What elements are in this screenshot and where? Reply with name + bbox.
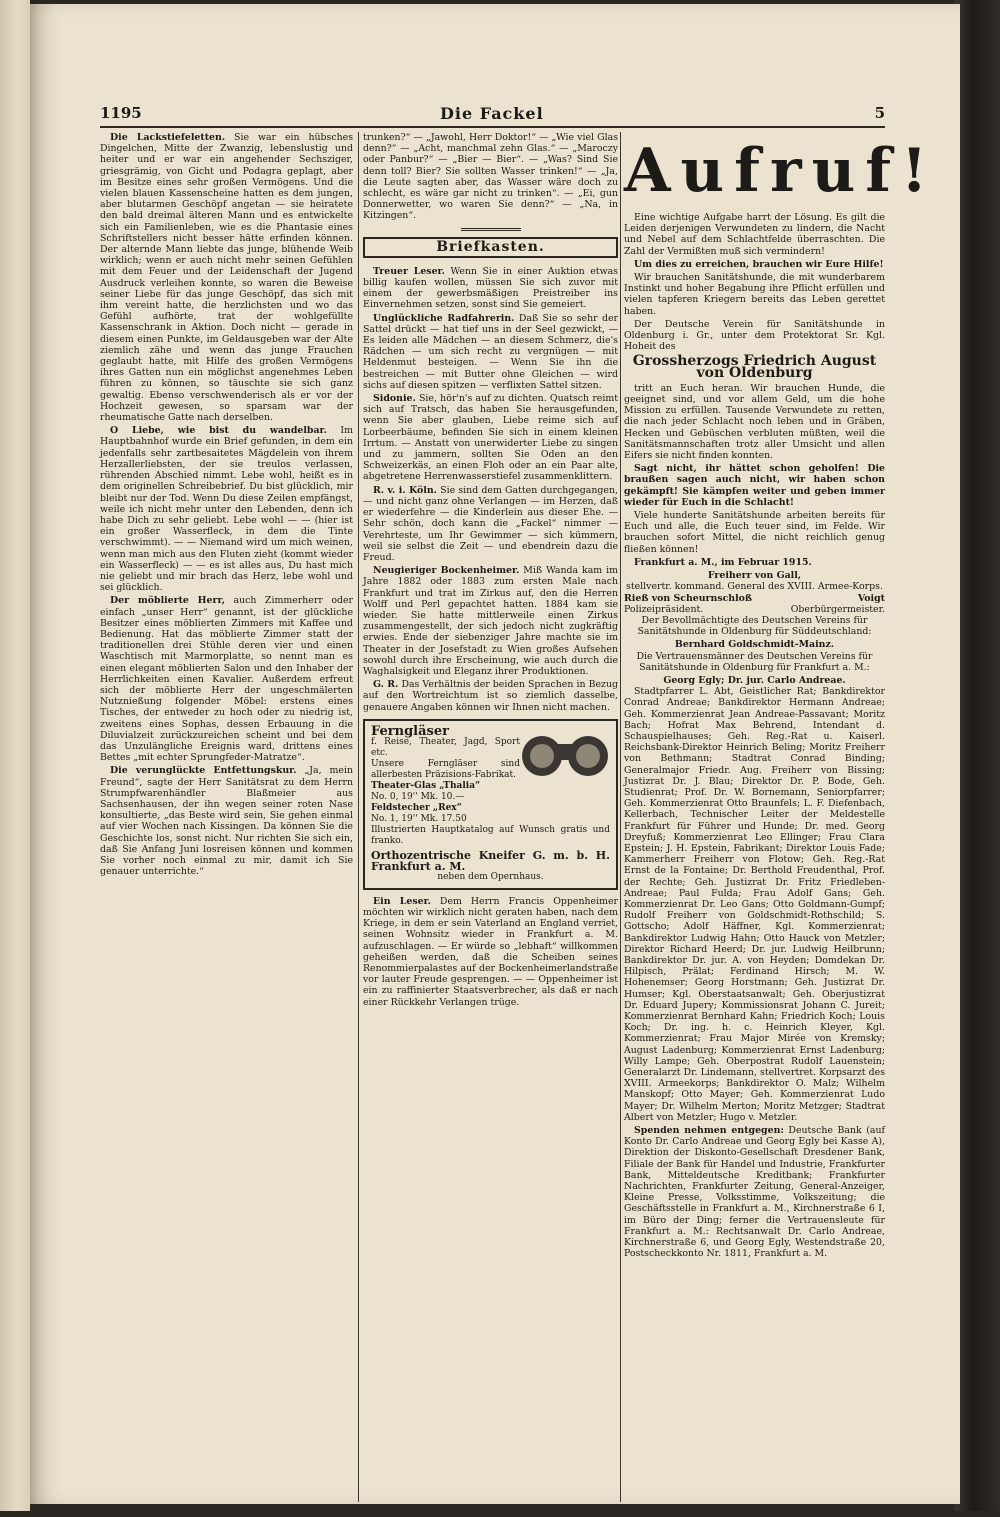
article-continued: trunken?“ — „Jawohl, Herr Doktor!“ — „Wie viel Glas denn?“ — „Acht, manchmal zehn Glas.“ — „Maroczy oder Panbur?“ — „Bier — Bier“. — „Was? Sind Sie denn toll? Bier? Sie sollten Wasser trinken!“ — „Ja, die Leute sagten aber, das Wasser wäre doch zu schlecht, es wäre gar nicht zu trinken“. — „Ei, gun Donnerwetter, wo waren Sie denn?“ — „Na, in Kitzingen“. bbox=[363, 132, 618, 222]
letter bbox=[363, 565, 618, 677]
letter-text: Miß Wanda kam im Jahre 1882 oder 1883 zum ersten Male nach Frankfurt und trat im Zirkus auf, den die Herren Wolff und Perl gepachtet hatten. 1884 kam sie wieder. Sie hatte mittlerweile einen Zirkus zusammengestellt, der sich jedoch nicht zugkräftig erwies. Ende der siebenziger Jahre machte sie im Theater in der Josefstadt zu Wien großes Aufsehen sowohl durch ihre Erscheinung, wie auch durch die Waghalsigkeit und Eleganz ihrer Produktionen. bbox=[363, 565, 619, 677]
binoculars-icon bbox=[520, 726, 610, 781]
ad-line: Theater-Glas „Thalia“ bbox=[371, 780, 481, 791]
header-rule bbox=[100, 126, 885, 128]
signer-name: Rieß von Scheurnschloß bbox=[624, 592, 753, 604]
ad-line: No. 0, 19'' Mk. 10.— bbox=[371, 791, 465, 802]
signer-row bbox=[624, 593, 885, 604]
appeal-paragraph: Wir brauchen Sanitätshunde, die mit wunderbarem Instinkt und hoher Begabung ihre Pflicht erfüllen und vielen tapferen Kriegern bereits das Leben gerettet haben. bbox=[624, 272, 885, 317]
separator bbox=[461, 228, 521, 231]
letter bbox=[363, 485, 618, 563]
article-text: Im Hauptbahnhof wurde ein Brief gefunden, in dem ein jedenfalls sehr zartbesaitetes Mägdelein von ihrem Herzallerliebsten, der sie treulos verlassen, rührenden Abschied nimmt. Lebe wohl, heißt es in dem originellen Schreibebrief. Du bist glücklich, mir bleibt nur der Tod. Wenn Du diese Zeilen empfängst, weile ich nicht mehr unter den Lebenden, denn ich habe Dich zu sehr geliebt. Lebe wohl — — (hier ist ein großer Wasserfleck, in dem die Tinte verschwimmt). — — Niemand wird um mich weinen, wenn man mich aus den Fluten zieht (kommt wieder ein Wasserfleck) — — es ist alles aus, Du hast mich nie geliebt und mir brach das Herz, lebe wohl und sei glücklich. bbox=[100, 425, 354, 594]
letter-title: Unglückliche Radfahrerin. bbox=[373, 312, 515, 324]
letter-text: Sie, hör'n's auf zu dichten. Quatsch reimt sich auf Tratsch, das haben Sie herausgefunden, wenn Sie aber glauben, Liebe reime sich auf Lorbeerbäume, befinden Sie sich in einem kleinen Irrtum. — Anstatt von unerwiderter Liebe zu singen und zu jammern, sollten Sie Oden an den Schweizerkäs, an einen Floh oder an ein Paar alte, abgetretene Herrenwasserstiefel zusammenklittern. bbox=[363, 393, 619, 483]
page-number-right: 5 bbox=[874, 104, 885, 122]
letter bbox=[363, 679, 618, 713]
article bbox=[100, 132, 353, 423]
signer-title: Oberbürgermeister. bbox=[790, 603, 885, 615]
article-title: Der möblierte Herr, bbox=[110, 595, 225, 607]
book-binding-left bbox=[0, 0, 30, 1511]
signer-name: Freiherr von Gall, bbox=[707, 570, 802, 582]
appeal-paragraph: Der Deutsche Verein für Sanitätshunde in Oldenburg i. Gr., unter dem Protektorat Sr. Kgl. Hoheit des bbox=[624, 318, 885, 353]
letter bbox=[363, 896, 618, 1008]
ad-footer: Orthozentrische Kneifer G. m. b. H. Frankfurt a. M. bbox=[371, 848, 610, 873]
letter-title: Sidonie. bbox=[373, 393, 416, 405]
book-cover-edge bbox=[955, 0, 1000, 1511]
donations-title: Spenden nehmen entgegen: bbox=[634, 1125, 784, 1137]
column-right bbox=[624, 132, 938, 1517]
article-text: Sie war ein hübsches Dingelchen, Mitte der Zwanzig, lebenslustig und heiter und er war ein angehender Sechsziger, griesgrämig, von Gicht und Podagra geplagt, aber im Besitze eines sehr großen Vermögens. Und die vielen blauen Kassenscheine hatten es dem jungen, aber blutarmen Geschöpf angetan — sie heiratete den bald dreimal älteren Mann und es entwickelte sich ein Familienleben, wie es die Phantasie eines Schriftstellers nicht besser hätte erfinden können. Der alternde Mann liebte das junge, blühende Weib wirklich; wenn er auch nicht mehr seinen Gefühlen mit dem Feuer und der Leidenschaft der Jugend Ausdruck verleihen konnte, so waren die Beweise seiner Liebe für das junge Geschöpf, das sich mit ihm vereint hatte, die herzlichsten und wo das Gefühl aufhörte, trat der wohlgefüllte Kassenschrank in Aktion. Doch nicht — gerade in diesem einen Punkte, im Geldausgeben war der Alte ziemlich zähe und wenn das junge Frauchen geglaubt hatte, mit Hilfe des großen Vermögens ihres Gatten nun ein möglichst angenehmes Leben führen zu können, so täuschte sie sich ganz gewaltig. Ebenso verschwenderisch als er vor der Hochzeit gewesen, so sparsam war der rheumatische Gatte nach derselben. bbox=[100, 132, 354, 424]
donations-text: Deutsche Bank (auf Konto Dr. Carlo Andreae und Georg Egly bei Kasse A), Direktion der Diskonto-Gesellschaft Dresdener Bank, Filiale der Bank für Handel und Industrie, Frankfurter Bank, Mitteldeutsche Kreditbank; Frankfurter Nachrichten, Frankfurter Zeitung, General-Anzeiger, Kleine Presse, Volksstimme, Volkszeitung; die Geschäftsstelle in Frankfurt a. M., Kirchnerstraße 6 I, im Büro der Ding; ferner die Vertrauensleute für Frankfurt a. M.: Rechtsanwalt Dr. Carlo Andreae, Kirchnerstraße 6, und Georg Egly, Westendstraße 20, Postscheckkonto Nr. 1811, Frankfurt a. M. bbox=[624, 1125, 886, 1260]
signer-name: Voigt bbox=[857, 592, 885, 604]
advertisement-fernglaeser bbox=[363, 719, 618, 890]
article-text: auch Zimmerherr oder einfach „unser Herr“ genannt, ist der glückliche Besitzer eines möblierten Zimmers mit Kaffee und Bedienung. Hat das möblierte Zimmer statt der traditionellen drei Stühle deren vier und einen Waschtisch mit Marmorplatte, so nennt man es einen elegant möblierten Salon und den Inhaber der Herrlichkeiten einen Kavalier. Außerdem erfreut sich der möblierte Herr der ungeschmälerten Nutznießung folgender Möbel: erstens eines Tisches, der entweder zu hoch oder zu niedrig ist, zweitens eines Sophas, dessen Erbauung in die Diluvialzeit zurückzureichen scheint und bei dem das Unzulängliche Ereignis ward, drittens eines Bettes „mit echter Sprungfeder-Matratze“. bbox=[100, 595, 353, 764]
letter bbox=[363, 393, 618, 483]
place-date: Frankfurt a. M., im Februar 1915. bbox=[634, 556, 812, 568]
journal-title: Die Fackel bbox=[440, 104, 544, 123]
ad-line: f. Reise, Theater, Jagd, Sport etc. bbox=[371, 736, 520, 758]
signer-title: Polizeipräsident. bbox=[624, 603, 704, 615]
article-title: Die verunglückte Entfettungskur. bbox=[110, 765, 297, 777]
supporters-list: Stadtpfarrer L. Abt, Geistlicher Rat; Bankdirektor Conrad Andreae; Bankdirektor Hermann Andreae; Geh. Kommerzienrat Jean Andreae-Passavant; Moritz Bach; Hofrat Max Behrend, Intendant d. Schauspielhauses; Geh. Reg.-Rat u. Kaiserl. Reichsbank-Direktor Heinrich Beling; Moritz Freiherr von Bethmann; Stadtrat Conrad Binding; Generalmajor Friedr. Aug. Freiherr von Bissing; Justizrat Dr. J. Blau; Direktor Dr. P. Bode, Geh. Studienrat; Prof. Dr. W. Bornemann, Seniorpfarrer; Geh. Kommerzienrat Otto Braunfels; L. F. Diefenbach, Kellerbach, Technischer Leiter der Meldestelle Frankfurt für Führer und Hunde; Dr. med. Georg Dreyfuß; Kommerzienrat Leo Ellinger; Frau Clara Epstein; J. H. Epstein, Fabrikant; Direktor Louis Fade; Kammerherr Freiherr von Flotow; Geh. Reg.-Rat Ernst de la Fontaine; Dr. Berthold Freudenthal, Prof. der Rechte; Geh. Justizrat Dr. Fritz Friedleben-Andreae; Paul Fulda; Frau Adolf Gans; Geh. Kommerzienrat Dr. Leo Gans; Otto Goldmann-Gumpf; Rudolf Freiherr von Goldschmidt-Rothschild; S. Gottscho; Adolf Häffner, Kgl. Kommerzienrat; Bankdirektor Ludwig Hahn; Otto Hauck von Metzler; Direktor Richard Heerd; Dr. jur. Ludwig Heilbrunn; Bankdirektor Dr. jur. A. von Heyden; Domdekan Dr. Hilpisch, Prälat; Ferdinand Hirsch; M. W. Hohenemser; Georg Horstmann; Geh. Justizrat Dr. Humser; Kgl. Oberstaatsanwalt; Geh. Oberjustizrat Dr. Eduard Jupery; Kommissionsrat Johann C. Jureit; Kommerzienrat Bernhard Kahn; Friedrich Koch; Louis Koch; Dr. ing. h. c. Heinrich Kleyer, Kgl. Kommerzienrat; Frau Major Mirée von Kremsky; August Ladenburg; Kommerzienrat Ernst Ladenburg; Willy Lampe; Geh. Oberpostrat Rudolf Lauenstein; Generalarzt Dr. Lindemann, stellvertret. Korpsarzt des XVIII. Armeekorps; Bankdirektor O. Malz; Wilhelm Manskopf; Otto Mayer; Geh. Kommerzienrat Ludo Mayer; Dr. Wilhelm Merton; Moritz Metzger; Stadtrat Albert von Metzler; Hugo v. Metzler. bbox=[624, 686, 885, 1123]
ad-line: Illustrierten Hauptkatalog auf Wunsch gratis und franko. bbox=[371, 824, 610, 846]
letter-text: Daß Sie so sehr der Sattel drückt — hat tief uns in der Seel gezwickt, — Es leiden alle Mädchen — an diesem Schmerz, die's Rädchen — um sich recht zu vergnügen — mit Heldenmut besteigen. — Wenn Sie ihn die bestreichen — mit Butter ohne Gleichen — wird sichs auf diesen spitzen — verflixten Sattel sitzen. bbox=[363, 312, 618, 391]
delegate-text: Der Bevollmächtigte des Deutschen Vereins für Sanitätshunde in Oldenburg für Süddeutschland: bbox=[637, 614, 872, 638]
column-divider bbox=[358, 132, 359, 1502]
signer-title: stellvertr. kommand. General des XVIII. Armee-Korps. bbox=[626, 581, 883, 593]
signer-row bbox=[624, 604, 885, 615]
grand-duke-name: Grossherzogs Friedrich August von Oldenburg bbox=[632, 353, 877, 381]
appeal-paragraph: Um dies zu erreichen, brauchen wir Eure Hilfe! bbox=[634, 258, 884, 270]
letter-text: Dem Herrn Francis Oppenheimer möchten wir wirklich nicht geraten haben, nach dem Kriege, in dem er sein Vaterland an England verriet, seinen Wohnsitz wieder in Frankfurt a. M. aufzuschlagen. — Er würde so „lebhaft“ willkommen geheißen werden, daß die Scheiben seines Renommierpalastes auf der Bockenheimerlandstraße vor lauter Freude gesprengen. — — Oppenheimer ist ein zu raffinierter Staatsverbrecher, als daß er nach einer Rückkehr Verlangen trüge. bbox=[363, 895, 618, 1008]
delegate-name: Bernhard Goldschmidt-Mainz. bbox=[674, 639, 835, 651]
letter-title: Neugieriger Bockenheimer. bbox=[373, 565, 520, 577]
appeal-paragraph: tritt an Euch heran. Wir brauchen Hunde, die geeignet sind, und vor allem Geld, um die hohe Mission zu erfüllen. Tausende Verwundete zu retten, die nach jeder Schlacht noch leben und in Gräben, Hecken und Gebüschen verbluten müßten, weil die Sanitätsmannschaften trotz aller Umsicht und allen Eifers sie nicht finden konnten. bbox=[624, 382, 885, 462]
appeal-paragraph: Viele hunderte Sanitätshunde arbeiten bereits für Euch und alle, die Euch teuer sind, im Felde. Wir brauchen sofort Mittel, die nicht reichlich genug fließen können! bbox=[624, 510, 885, 555]
page-header bbox=[100, 104, 885, 128]
letter bbox=[363, 266, 618, 311]
article bbox=[100, 425, 353, 593]
article-text: „Ja, mein Freund“, sagte der Herr Sanitätsrat zu dem Herrn Strumpfwarenhändler Blaßmeier aus Sachsenhausen, der ihn wegen seiner roten Nase konsultierte, „das Beste wird sein, Sie gehen einmal auf vier Wochen nach Kissingen. Da können Sie die Geschichte los, sonst nicht. Nur richten Sie sich ein, daß Sie Anfang Juni losreisen können und kommen Sie vorher noch einmal zu mir, damit ich Sie genauer unterrichte.“ bbox=[100, 765, 354, 878]
ad-line: No. 1, 19'' Mk. 17.50 bbox=[371, 813, 467, 824]
ad-title: Ferngläser bbox=[371, 723, 449, 739]
letter-text: Wenn Sie in einer Auktion etwas billig kaufen wollen, müssen Sie sich zuvor mit einem der gewerbsmäßigen Preistreiber ins Einvernehmen setzen, sonst sind Sie gemeiert. bbox=[363, 265, 618, 311]
column-divider bbox=[620, 132, 621, 1502]
trustees-text: Die Vertrauensmänner des Deutschen Vereins für Sanitätshunde in Oldenburg für Frankfurt a. M.: bbox=[636, 650, 873, 673]
letter-text: Das Verhältnis der beiden Sprachen in Bezug auf den Wortreichtum ist so ziemlich dasselbe, genauere Angaben können wir Ihnen nicht machen. bbox=[363, 679, 618, 713]
column-left bbox=[100, 132, 353, 1517]
ad-line: Unsere Ferngläser sind allerbesten Präzisions-Fabrikat. bbox=[371, 758, 520, 780]
letter-title: R. v. i. Köln. bbox=[373, 484, 437, 496]
page-number-left: 1195 bbox=[100, 104, 142, 122]
appeal-paragraph: Sagt nicht, ihr hättet schon geholfen! Die braußen sagen auch nicht, wir haben schon gekämpft! Sie kämpfen weiter und geben immer wieder für Euch in die Schlacht! bbox=[624, 463, 885, 508]
donations bbox=[624, 1125, 885, 1259]
article-title: Die Lackstiefeletten. bbox=[110, 132, 226, 143]
article-title: O Liebe, wie bist du wandelbar. bbox=[110, 425, 327, 437]
article bbox=[100, 595, 353, 763]
appeal-headline: Aufruf! bbox=[624, 136, 938, 206]
letter-title: G. R. bbox=[373, 679, 399, 691]
letter-title: Treuer Leser. bbox=[373, 265, 445, 277]
ad-location: neben dem Opernhaus. bbox=[437, 871, 544, 882]
article bbox=[100, 765, 353, 877]
ad-line: Feldstecher „Rex“ bbox=[371, 802, 462, 813]
column-middle bbox=[363, 132, 618, 1517]
letter bbox=[363, 313, 618, 391]
trustees-names: Georg Egly; Dr. jur. Carlo Andreae. bbox=[663, 674, 846, 686]
section-heading-briefkasten: Briefkasten. bbox=[363, 237, 618, 258]
appeal-paragraph: Eine wichtige Aufgabe harrt der Lösung. Es gilt die Leiden derjenigen Verwundeten zu lindern, die Nacht und Nebel auf dem Schlachtfelde überraschten. Die Zahl der Vermißten muß sich vermindern! bbox=[624, 212, 885, 257]
letter-text: Sie sind dem Gatten durchgegangen, — und nicht ganz ohne Verlangen — im Herzen, daß er wiederfehre — die Kinderlein aus dieser Ehe. — Sehr schön, doch kann die „Fackel“ nimmer — Verehrteste, um Ihr Gewimmer — sich kümmern, weil sie selbst die Zeit — und ebendrein dazu die Freud. bbox=[363, 484, 619, 563]
letter-title: Ein Leser. bbox=[373, 895, 431, 907]
